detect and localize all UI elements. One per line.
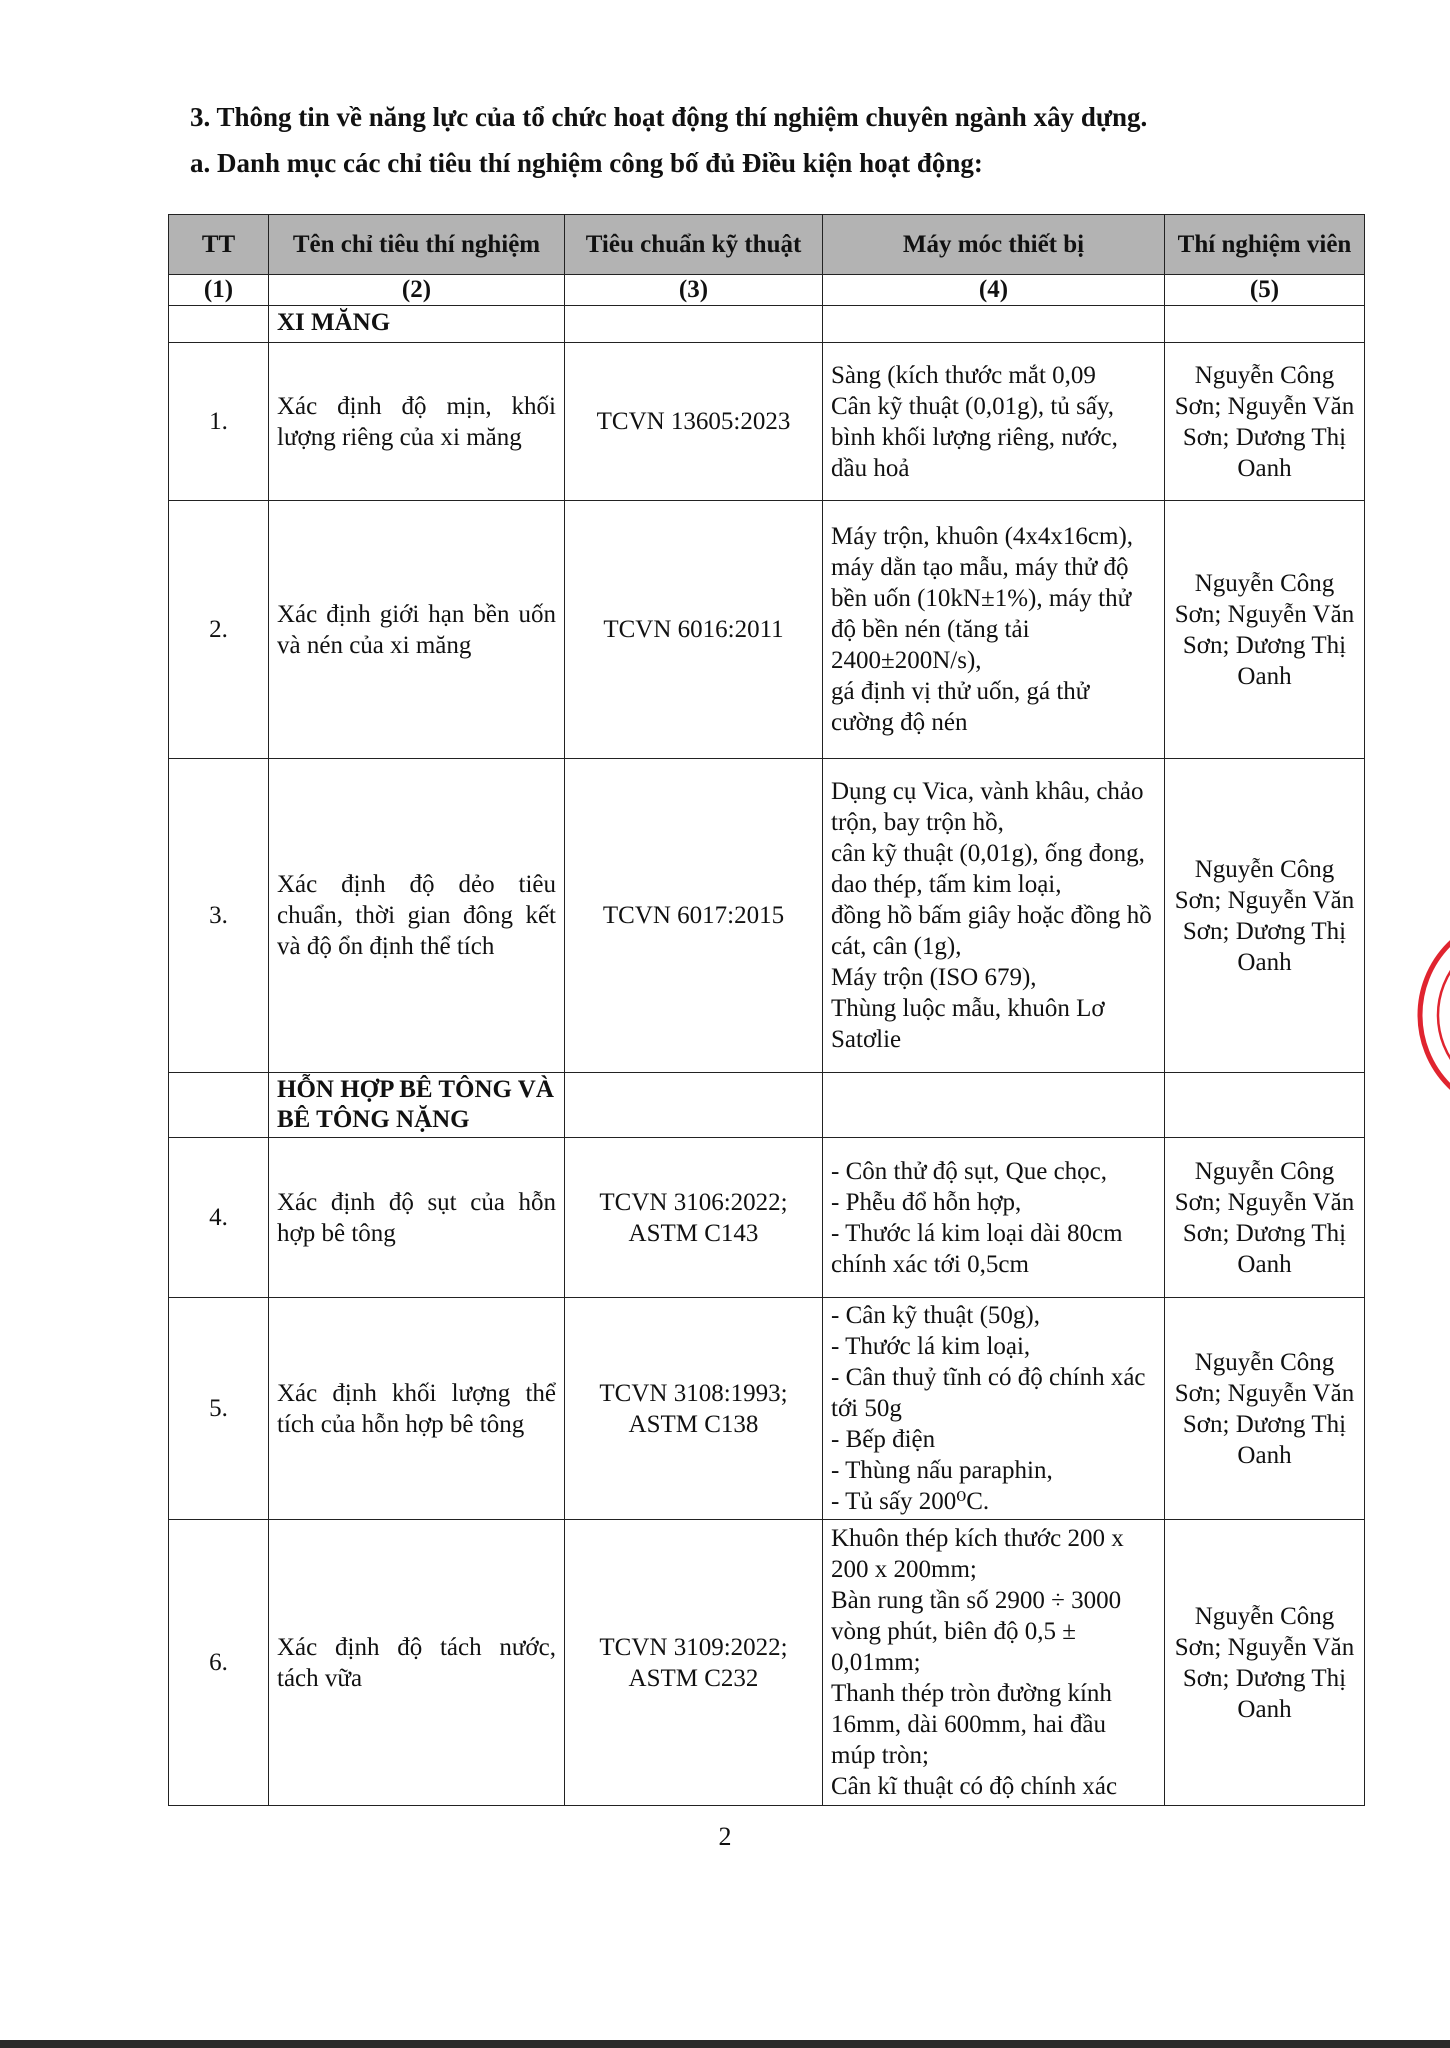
staff: Nguyễn Công Sơn; Nguyễn Văn Sơn; Dương Thị Oanh <box>1165 1138 1365 1298</box>
equipment-line: - Phễu đổ hỗn hợp, <box>831 1188 1022 1216</box>
standard: TCVN 6016:2011 <box>565 501 823 759</box>
equipment <box>823 343 1165 501</box>
scan-edge <box>0 2040 1450 2048</box>
standard: TCVN 3108:1993; ASTM C138 <box>565 1298 823 1520</box>
row-number: 4. <box>169 1138 269 1298</box>
staff: Nguyễn Công Sơn; Nguyễn Văn Sơn; Dương Thị Oanh <box>1165 1520 1365 1806</box>
staff: Nguyễn Công Sơn; Nguyễn Văn Sơn; Dương Thị Oanh <box>1165 501 1365 759</box>
section-row <box>169 1073 1365 1138</box>
table-row <box>169 1520 1365 1806</box>
test-name: Xác định độ tách nước, tách vữa <box>269 1520 565 1806</box>
equipment <box>823 759 1165 1073</box>
test-criteria-table <box>168 214 1365 1806</box>
standard: TCVN 13605:2023 <box>565 343 823 501</box>
staff: Nguyễn Công Sơn; Nguyễn Văn Sơn; Dương Thị Oanh <box>1165 343 1365 501</box>
column-number: (4) <box>823 275 1165 306</box>
column-number: (5) <box>1165 275 1365 306</box>
column-header-staff: Thí nghiệm viên <box>1165 215 1365 275</box>
row-number: 5. <box>169 1298 269 1520</box>
column-number: (1) <box>169 275 269 306</box>
section-title-concrete: HỖN HỢP BÊ TÔNG VÀ BÊ TÔNG NẶNG <box>269 1073 565 1138</box>
equipment-line: - Cân thuỷ tĩnh có độ chính xác tới 50g <box>831 1364 1146 1422</box>
equipment-line: - Tủ sấy 200⁰C. <box>831 1488 990 1515</box>
red-seal-stamp <box>1400 900 1450 1130</box>
equipment-line: Sàng (kích thước mắt 0,09 <box>831 361 1096 389</box>
test-name: Xác định độ mịn, khối lượng riêng của xi măng <box>269 343 565 501</box>
equipment-line: - Thước lá kim loại, <box>831 1333 1031 1360</box>
equipment-line: - Bếp điện <box>831 1426 936 1453</box>
equipment <box>823 501 1165 759</box>
section-title-cement: XI MĂNG <box>269 306 565 343</box>
equipment <box>823 1138 1165 1298</box>
equipment-line: - Cân kỹ thuật (50g), <box>831 1302 1040 1329</box>
table-row <box>169 1298 1365 1520</box>
staff: Nguyễn Công Sơn; Nguyễn Văn Sơn; Dương Thị Oanh <box>1165 759 1365 1073</box>
equipment-line: Cân kỹ thuật (0,01g), tủ sấy, bình khối lượng riêng, nước, dầu hoả <box>831 392 1118 482</box>
section-row <box>169 306 1365 343</box>
equipment <box>823 1298 1165 1520</box>
section-title: 3. Thông tin về năng lực của tổ chức hoạt động thí nghiệm chuyên ngành xây dựng. <box>190 102 1148 132</box>
equipment-line: Bàn rung tần số 2900 ÷ 3000 vòng phút, biên độ 0,5 ± 0,01mm; <box>831 1587 1122 1676</box>
equipment-line: Máy trộn (ISO 679), <box>831 964 1037 991</box>
equipment-line: Khuôn thép kích thước 200 x 200 x 200mm; <box>831 1525 1124 1583</box>
row-number: 1. <box>169 343 269 501</box>
standard: TCVN 3109:2022; ASTM C232 <box>565 1520 823 1806</box>
row-number: 2. <box>169 501 269 759</box>
row-number: 3. <box>169 759 269 1073</box>
column-header-standard: Tiêu chuẩn kỹ thuật <box>565 215 823 275</box>
equipment-line: - Thùng nấu paraphin, <box>831 1457 1053 1484</box>
column-number: (2) <box>269 275 565 306</box>
table-row <box>169 501 1365 759</box>
equipment-line: Máy trộn, khuôn (4x4x16cm), máy dằn tạo mẫu, máy thử độ bền uốn (10kN±1%), máy thử độ bền nén (tăng tải 2400±200N/s), <box>831 523 1134 674</box>
equipment-line: gá định vị thử uốn, gá thử cường độ nén <box>831 678 1090 736</box>
test-name: Xác định khối lượng thể tích của hỗn hợp bê tông <box>269 1298 565 1520</box>
page-number: 2 <box>718 1822 732 1851</box>
equipment-line: cân kỹ thuật (0,01g), ống đong, dao thép, tấm kim loại, <box>831 840 1145 898</box>
column-number: (3) <box>565 275 823 306</box>
standard: TCVN 3106:2022; ASTM C143 <box>565 1138 823 1298</box>
equipment-line: Cân kĩ thuật có độ chính xác <box>831 1773 1118 1800</box>
column-header-name: Tên chỉ tiêu thí nghiệm <box>269 215 565 275</box>
staff: Nguyễn Công Sơn; Nguyễn Văn Sơn; Dương Thị Oanh <box>1165 1298 1365 1520</box>
column-header-equipment: Máy móc thiết bị <box>823 215 1165 275</box>
test-name: Xác định giới hạn bền uốn và nén của xi măng <box>269 501 565 759</box>
equipment-line: Thùng luộc mẫu, khuôn Lơ Satơlie <box>831 995 1105 1053</box>
standard: TCVN 6017:2015 <box>565 759 823 1073</box>
equipment <box>823 1520 1165 1806</box>
test-name: Xác định độ dẻo tiêu chuẩn, thời gian đông kết và độ ổn định thể tích <box>269 759 565 1073</box>
equipment-line: - Côn thử độ sụt, Que chọc, <box>831 1157 1108 1185</box>
table-row <box>169 343 1365 501</box>
equipment-line: - Thước lá kim loại dài 80cm chính xác tới 0,5cm <box>831 1219 1123 1278</box>
column-number-row <box>169 275 1365 306</box>
table-header-row <box>169 215 1365 275</box>
equipment-line: đồng hồ bấm giây hoặc đồng hồ cát, cân (1g), <box>831 902 1152 960</box>
subsection-title: a. Danh mục các chỉ tiêu thí nghiệm công bố đủ Điều kiện hoạt động: <box>190 148 983 178</box>
table-row <box>169 1138 1365 1298</box>
test-name: Xác định độ sụt của hỗn hợp bê tông <box>269 1138 565 1298</box>
column-header-tt: TT <box>169 215 269 275</box>
equipment-line: Thanh thép tròn đường kính 16mm, dài 600mm, hai đầu múp tròn; <box>831 1680 1112 1769</box>
row-number: 6. <box>169 1520 269 1806</box>
equipment-line: Dụng cụ Vica, vành khâu, chảo trộn, bay trộn hồ, <box>831 778 1144 836</box>
table-row <box>169 759 1365 1073</box>
